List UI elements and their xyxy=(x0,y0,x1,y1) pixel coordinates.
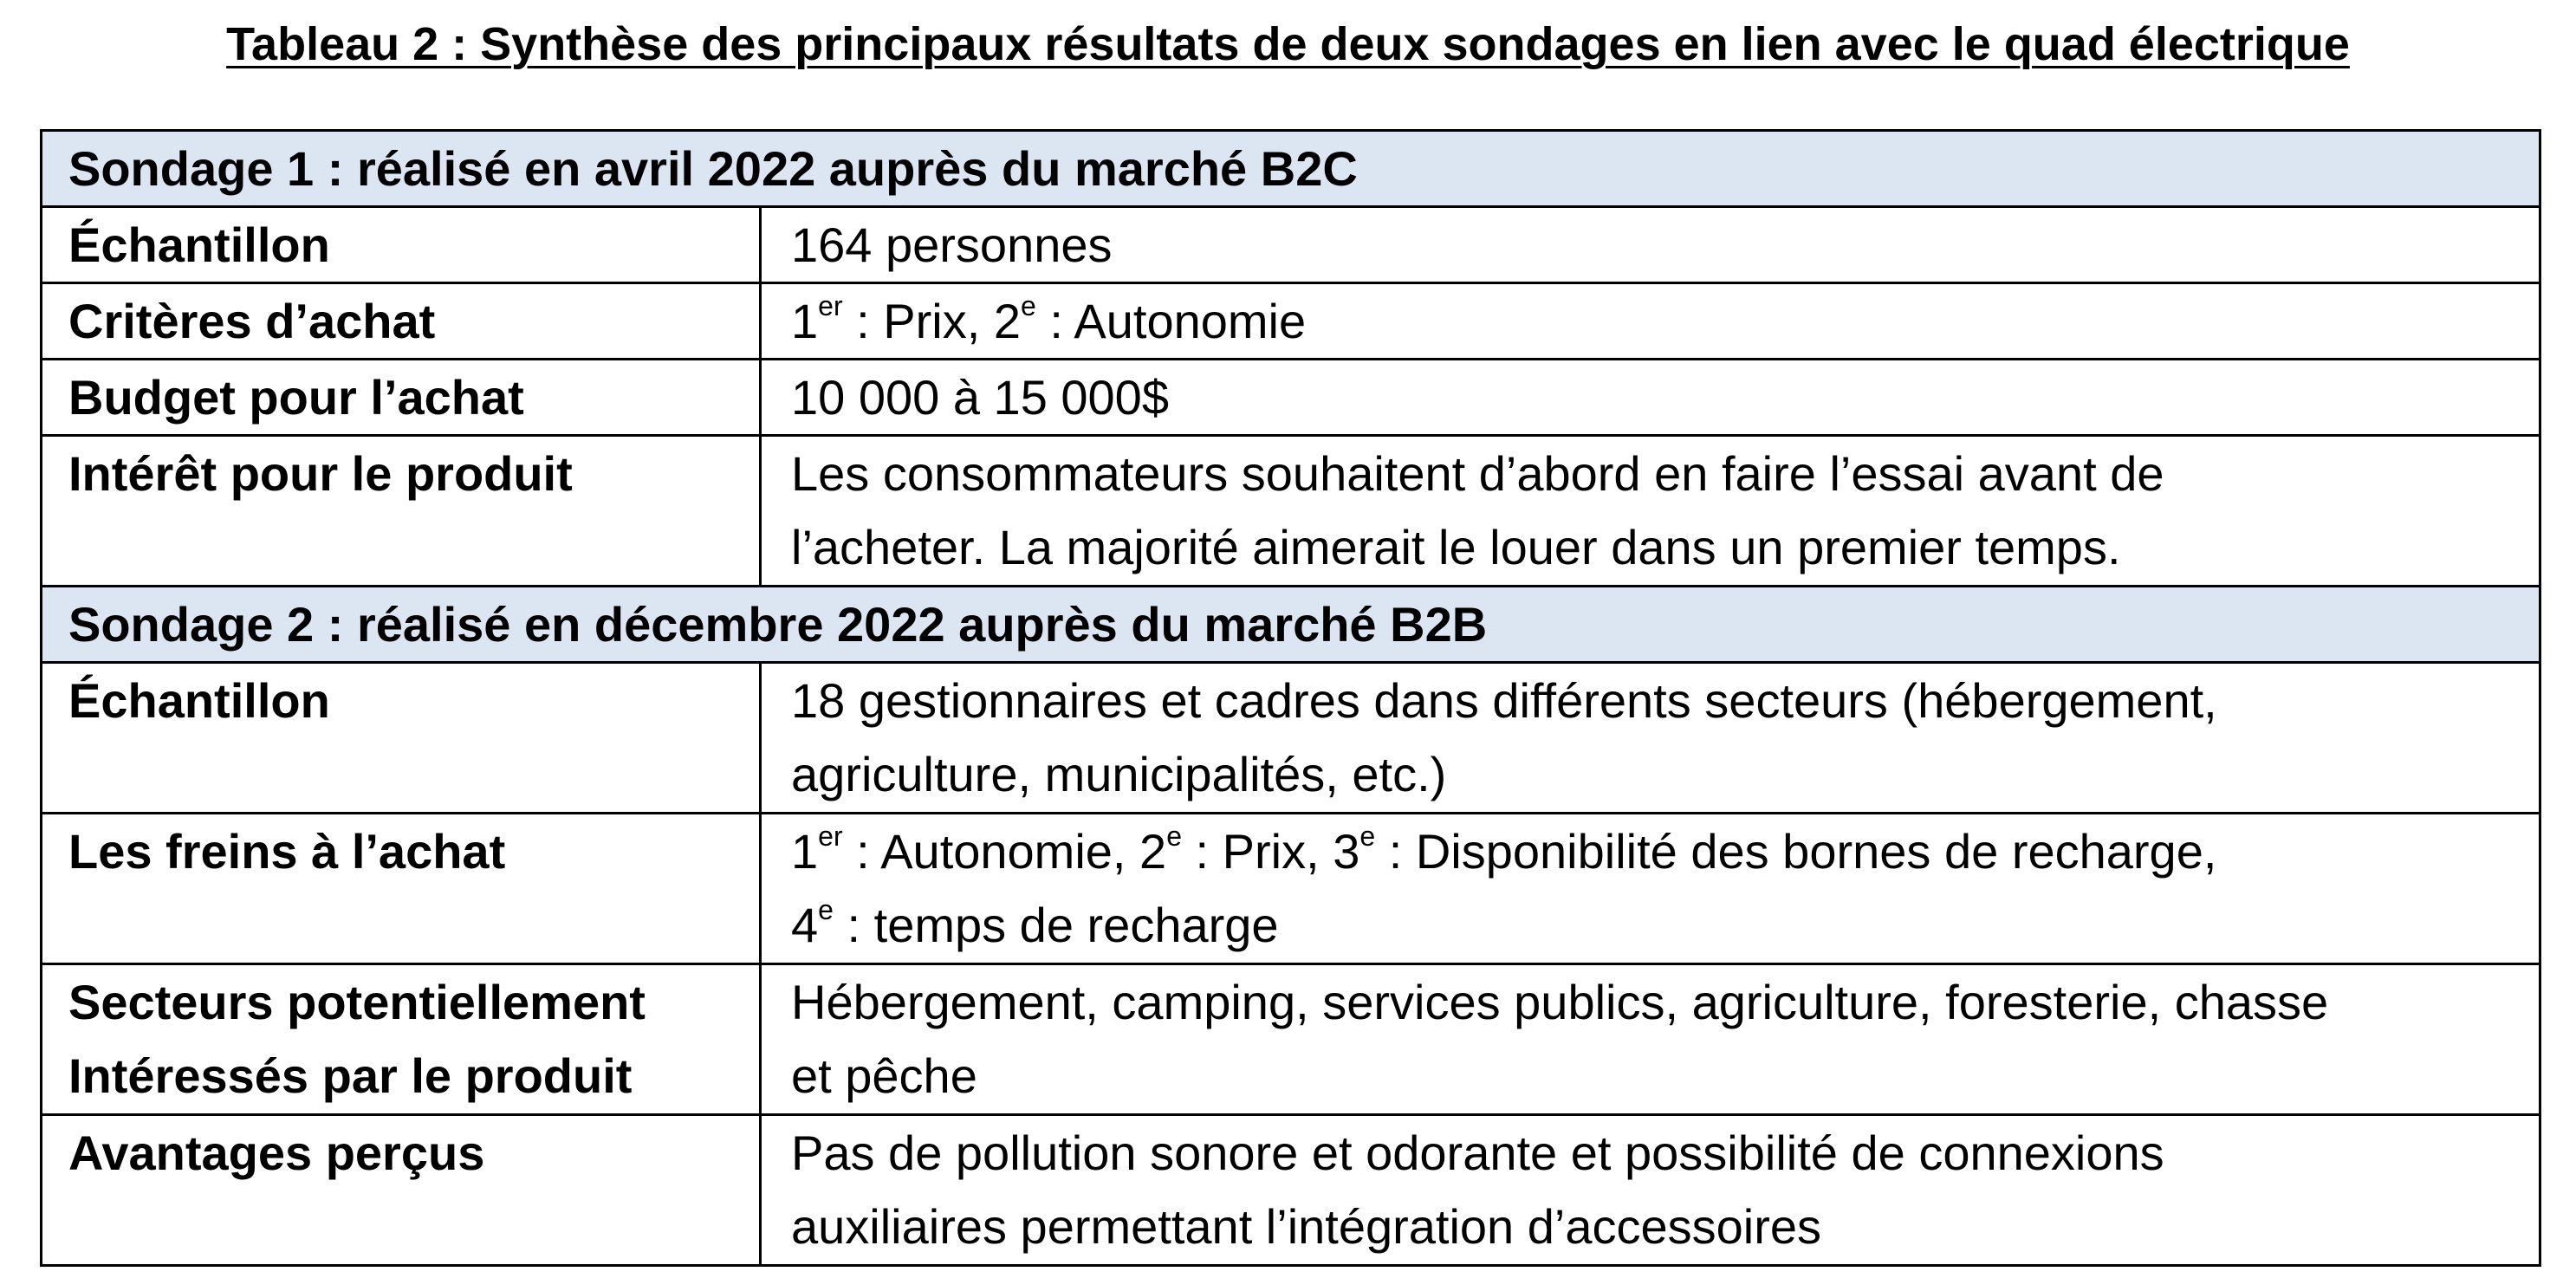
value-line: Hébergement, camping, services publics, agriculture, foresterie, chasse xyxy=(791,975,2329,1029)
value-line xyxy=(791,814,2539,888)
row-label: Budget pour l’achat xyxy=(42,360,761,436)
ordinal-suffix: e xyxy=(818,894,834,926)
section-header-survey-2: Sondage 2 : réalisé en décembre 2022 auprès du marché B2B xyxy=(42,587,2540,663)
value-text: : Disponibilité des bornes de recharge, xyxy=(1375,824,2217,879)
row-label: Critères d’achat xyxy=(42,283,761,360)
value-line: agriculture, municipalités, etc.) xyxy=(791,747,1447,801)
ordinal-suffix: e xyxy=(1166,821,1182,853)
ordinal-suffix: e xyxy=(1359,821,1376,853)
value-text: : Autonomie xyxy=(1035,294,1307,348)
label-line: Secteurs potentiellement xyxy=(68,975,646,1029)
value-line: auxiliaires permettant l’intégration d’accessoires xyxy=(791,1199,1822,1254)
ordinal-suffix: e xyxy=(1021,290,1036,322)
ordinal-suffix: er xyxy=(818,821,843,853)
value-text: : Autonomie, 2 xyxy=(842,824,1167,879)
value-text: 4 xyxy=(791,898,819,952)
row-label: Échantillon xyxy=(42,663,761,814)
table-row xyxy=(42,814,2540,964)
row-value: 10 000 à 15 000$ xyxy=(761,360,2540,436)
label-line: Intéressés par le produit xyxy=(68,1048,633,1103)
row-label xyxy=(42,964,761,1115)
survey-summary-table xyxy=(40,129,2541,1267)
row-label: Les freins à l’achat xyxy=(42,814,761,964)
table-row xyxy=(42,207,2540,283)
value-line: 18 gestionnaires et cadres dans différents secteurs (hébergement, xyxy=(791,673,2217,728)
value-text: : Prix, 2 xyxy=(842,294,1021,348)
value-line: Les consommateurs souhaitent d’abord en faire l’essai avant de xyxy=(791,446,2164,501)
value-line: Pas de pollution sonore et odorante et possibilité de connexions xyxy=(791,1126,2164,1180)
row-value xyxy=(761,283,2540,360)
table-row xyxy=(42,436,2540,587)
value-line xyxy=(791,888,2539,962)
table-row xyxy=(42,283,2540,360)
table-row xyxy=(42,663,2540,814)
value-line: et pêche xyxy=(791,1048,977,1103)
value-text: : Prix, 3 xyxy=(1181,824,1360,879)
row-value xyxy=(761,1115,2540,1266)
table-row xyxy=(42,964,2540,1115)
row-value xyxy=(761,814,2540,964)
value-line: l’acheter. La majorité aimerait le louer dans un premier temps. xyxy=(791,520,2121,574)
section-header-survey-1: Sondage 1 : réalisé en avril 2022 auprès du marché B2C xyxy=(42,131,2540,207)
table-row xyxy=(42,587,2540,663)
ordinal-suffix: er xyxy=(818,290,843,322)
value-text: : temps de recharge xyxy=(833,898,1279,952)
row-value xyxy=(761,436,2540,587)
row-label: Échantillon xyxy=(42,207,761,283)
value-text: 1 xyxy=(791,294,819,348)
row-value: 164 personnes xyxy=(761,207,2540,283)
table-row xyxy=(42,360,2540,436)
value-text: 1 xyxy=(791,824,819,879)
table-title: Tableau 2 : Synthèse des principaux résultats de deux sondages en lien avec le quad électrique xyxy=(226,18,2350,70)
row-label: Avantages perçus xyxy=(42,1115,761,1266)
table-row xyxy=(42,131,2540,207)
row-label: Intérêt pour le produit xyxy=(42,436,761,587)
row-value xyxy=(761,964,2540,1115)
table-row xyxy=(42,1115,2540,1266)
row-value xyxy=(761,663,2540,814)
